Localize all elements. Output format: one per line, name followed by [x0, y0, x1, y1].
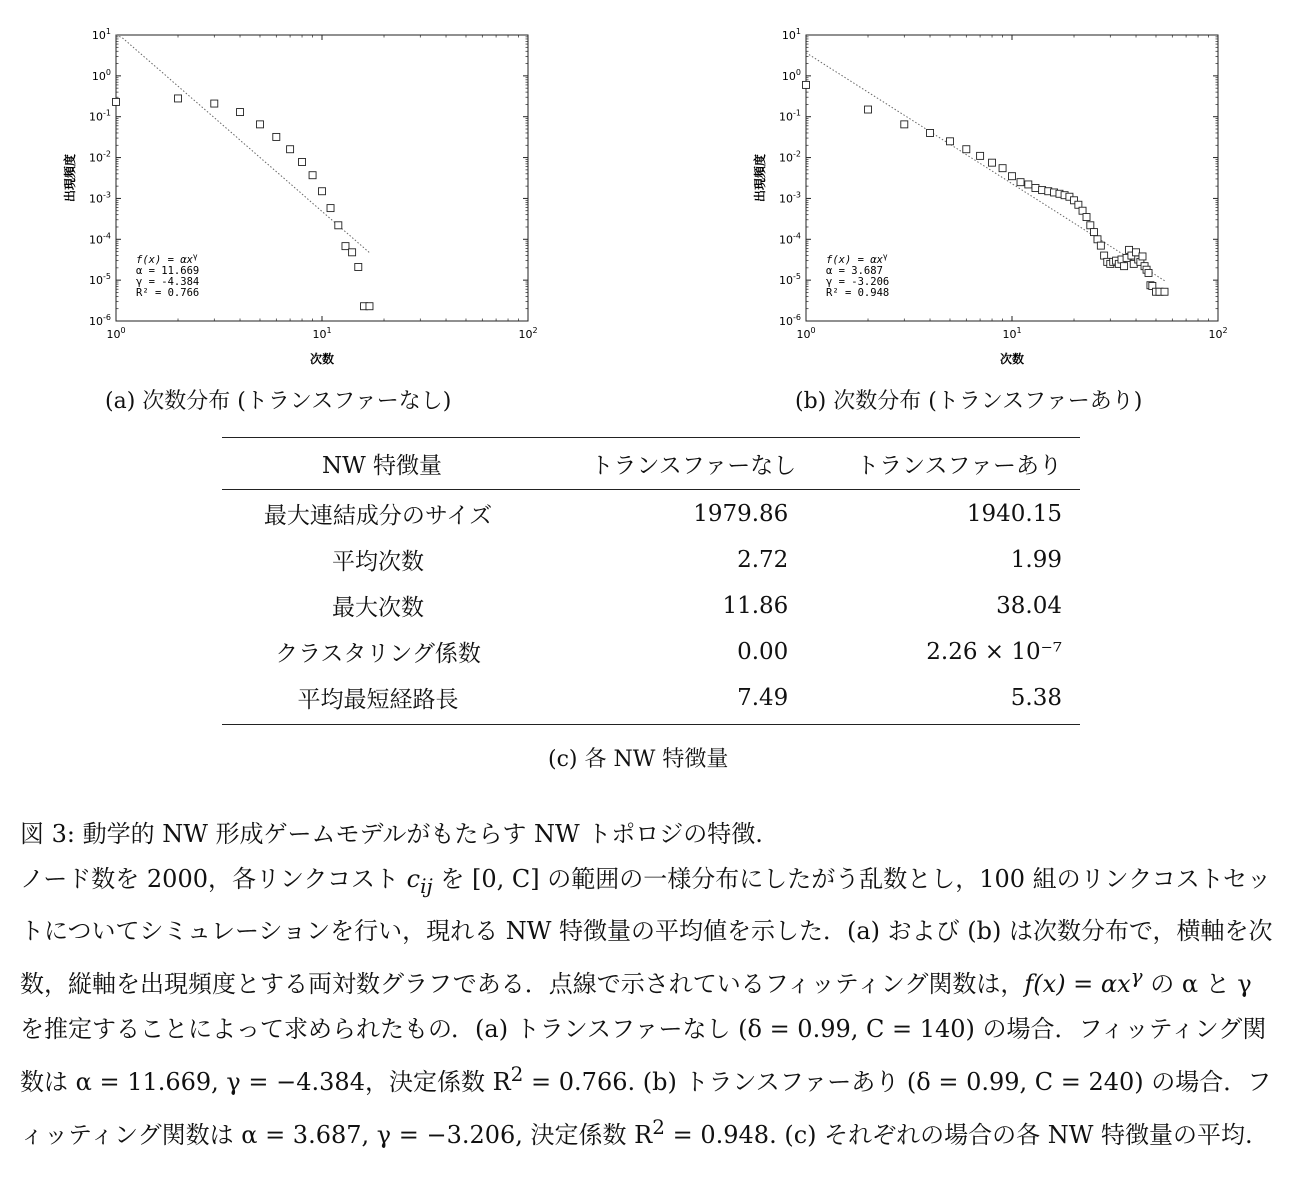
table-row [222, 628, 1080, 674]
data-point [1161, 288, 1168, 295]
caption-math-cij: c [406, 865, 421, 893]
caption-text: の α と γ を推定することによって求められたもの．(a) トランスファーなし (δ = 0.99, C = 140) の場合．フィッティング関数は α = 11.669, γ = −4.384，決定係数 R [20, 969, 1267, 1096]
fit-line [116, 35, 370, 253]
y-tick-label: $10^1$ [91, 27, 111, 42]
data-point [1083, 214, 1090, 221]
y-axis-label: 出現頻度 [753, 153, 767, 203]
table-row [222, 490, 1080, 537]
data-point [963, 146, 970, 153]
figure-caption [20, 812, 1282, 1158]
table-row [222, 674, 1080, 725]
data-point [355, 263, 362, 270]
cell-no-transfer: 1979.86 [693, 500, 789, 527]
data-point [1121, 263, 1128, 270]
data-point [1145, 269, 1152, 276]
data-point [1090, 229, 1097, 236]
data-point [256, 121, 263, 128]
y-tick-label: $10^{-1}$ [779, 108, 801, 124]
y-tick-label: $10^{-3}$ [89, 190, 111, 206]
y-tick-label: $10^1$ [781, 27, 801, 42]
header-feature: NW 特徴量 [222, 438, 542, 490]
y-tick-label: $10^{-2}$ [89, 149, 111, 165]
caption-math-fx: f(x) = αx [1024, 969, 1131, 998]
data-point [1097, 242, 1104, 249]
data-point [349, 249, 356, 256]
y-tick-label: $10^{-3}$ [779, 190, 801, 206]
chart-b-svg [750, 20, 1228, 370]
degree-distribution-chart-no-transfer [60, 20, 538, 370]
caption-math-sup: 2 [510, 1061, 524, 1086]
caption-math-range: [0, C] [471, 865, 540, 893]
row-label: 平均最短経路長 [222, 674, 542, 725]
cell-with-transfer: 38.04 [996, 592, 1062, 619]
data-point [237, 109, 244, 116]
data-point [309, 172, 316, 179]
cell-with-transfer: 1.99 [1010, 546, 1062, 573]
data-point [927, 129, 934, 136]
data-point [901, 121, 908, 128]
data-point [335, 222, 342, 229]
x-tick-label: $10^0$ [106, 326, 126, 341]
annotation-text: R² = 0.948 [826, 287, 890, 299]
x-axis-label: 次数 [309, 352, 335, 366]
annotation-text: γ = -3.206 [826, 276, 890, 288]
y-tick-label: $10^{-5}$ [89, 272, 111, 288]
caption-text: = 0.948. (c) それぞれの場合の各 NW 特徴量の平均. [665, 1120, 1253, 1149]
caption-b: (b) 次数分布 (トランスファーあり) [795, 389, 1143, 414]
annotation-text: $f(x) = \alpha x^\gamma$ [826, 252, 888, 266]
data-point [113, 98, 120, 105]
data-point [946, 138, 953, 145]
caption-math-cij-sub: ij [420, 873, 433, 898]
data-point [1032, 184, 1039, 191]
caption-math-fx-sup: γ [1130, 963, 1143, 988]
y-axis-label: 出現頻度 [63, 153, 77, 203]
row-label: 平均次数 [332, 549, 424, 575]
data-point [273, 133, 280, 140]
data-point [319, 188, 326, 195]
caption-math-sup: 2 [652, 1114, 665, 1139]
data-point [999, 165, 1006, 172]
data-point [1087, 222, 1094, 229]
y-tick-label: $10^0$ [91, 67, 111, 83]
cell-with-transfer: 5.38 [806, 674, 1080, 725]
y-tick-label: $10^0$ [781, 67, 801, 83]
cell-no-transfer: 2.72 [737, 546, 789, 573]
y-tick-label: $10^{-4}$ [89, 231, 111, 247]
x-tick-label: $10^0$ [796, 326, 816, 341]
data-point [1009, 173, 1016, 180]
data-point [865, 106, 872, 113]
annotation-text: α = 3.687 [826, 265, 883, 277]
cell-no-transfer: 7.49 [542, 674, 806, 725]
x-tick-label: $10^1$ [1002, 326, 1022, 341]
data-point [175, 95, 182, 102]
x-axis-label: 次数 [999, 352, 1025, 366]
data-point [299, 158, 306, 165]
y-tick-label: $10^{-6}$ [89, 313, 111, 328]
fit-line [806, 53, 1166, 282]
row-label: 最大次数 [332, 595, 424, 621]
caption-text: を [432, 865, 472, 893]
row-label: 最大連結成分のサイズ [263, 503, 493, 529]
data-point [287, 146, 294, 153]
figure-caption-body [20, 857, 1282, 1158]
x-tick-label: $10^1$ [312, 326, 332, 341]
data-point [366, 303, 373, 310]
cell-no-transfer: 0.00 [737, 638, 789, 665]
data-point [1017, 179, 1024, 186]
table-header-row [222, 438, 1080, 490]
y-tick-label: $10^{-1}$ [89, 108, 111, 124]
x-tick-label: $10^2$ [1208, 326, 1228, 341]
data-point [1025, 181, 1032, 188]
y-tick-label: $10^{-4}$ [779, 231, 801, 247]
data-point [211, 100, 218, 107]
data-point [989, 159, 996, 166]
caption-c: (c) 各 NW 特徴量 [548, 747, 729, 772]
data-point [327, 205, 334, 212]
cell-with-transfer: 2.26 × 10⁻⁷ [926, 638, 1062, 665]
annotation-text: R² = 0.766 [136, 287, 200, 299]
data-point [1133, 249, 1140, 256]
table-row [222, 582, 1080, 628]
annotation-text: $f(x) = \alpha x^\gamma$ [136, 252, 198, 266]
degree-distribution-chart-with-transfer [750, 20, 1228, 370]
y-tick-label: $10^{-2}$ [779, 149, 801, 165]
data-point [803, 81, 810, 88]
cell-no-transfer: 11.86 [722, 592, 789, 619]
annotation-text: γ = -4.384 [136, 276, 200, 288]
annotation-text: α = 11.669 [136, 265, 200, 277]
row-label: クラスタリング係数 [275, 641, 481, 667]
caption-text: = 0.766. (b) トランスファーあり (δ = 0.99, C = 240) の場合．フィッティング関数は α = 3.687, γ = −3.206, 決定係数 R [20, 1067, 1272, 1149]
y-tick-label: $10^{-5}$ [779, 272, 801, 288]
cell-with-transfer: 1940.15 [966, 500, 1062, 527]
data-point [977, 152, 984, 159]
header-with-transfer: トランスファーあり [806, 438, 1080, 490]
caption-text: ノード数を 2000，各リンクコスト [20, 865, 407, 893]
y-tick-label: $10^{-6}$ [779, 313, 801, 328]
chart-a-svg [60, 20, 538, 370]
data-point [342, 243, 349, 250]
x-tick-label: $10^2$ [518, 326, 538, 341]
figure-caption-title: 図 3: 動学的 NW 形成ゲームモデルがもたらす NW トポロジの特徴. [20, 820, 763, 848]
caption-a: (a) 次数分布 (トランスファーなし) [105, 389, 452, 414]
header-no-transfer: トランスファーなし [542, 438, 806, 490]
caption-text: の範囲の一様分布にしたがう乱数とし，100 組のリンクコストセットについてシミュレーションを行い，現れる NW 特徴量の平均値を示した．(a) および (b) は次数分布で，横軸を次数，縦軸を出現頻度とする両対数グラフである．点線で示されているフィッティング関数は， [20, 865, 1273, 998]
table-row [222, 536, 1080, 582]
data-point [1139, 253, 1146, 260]
nw-feature-table [222, 437, 1080, 725]
